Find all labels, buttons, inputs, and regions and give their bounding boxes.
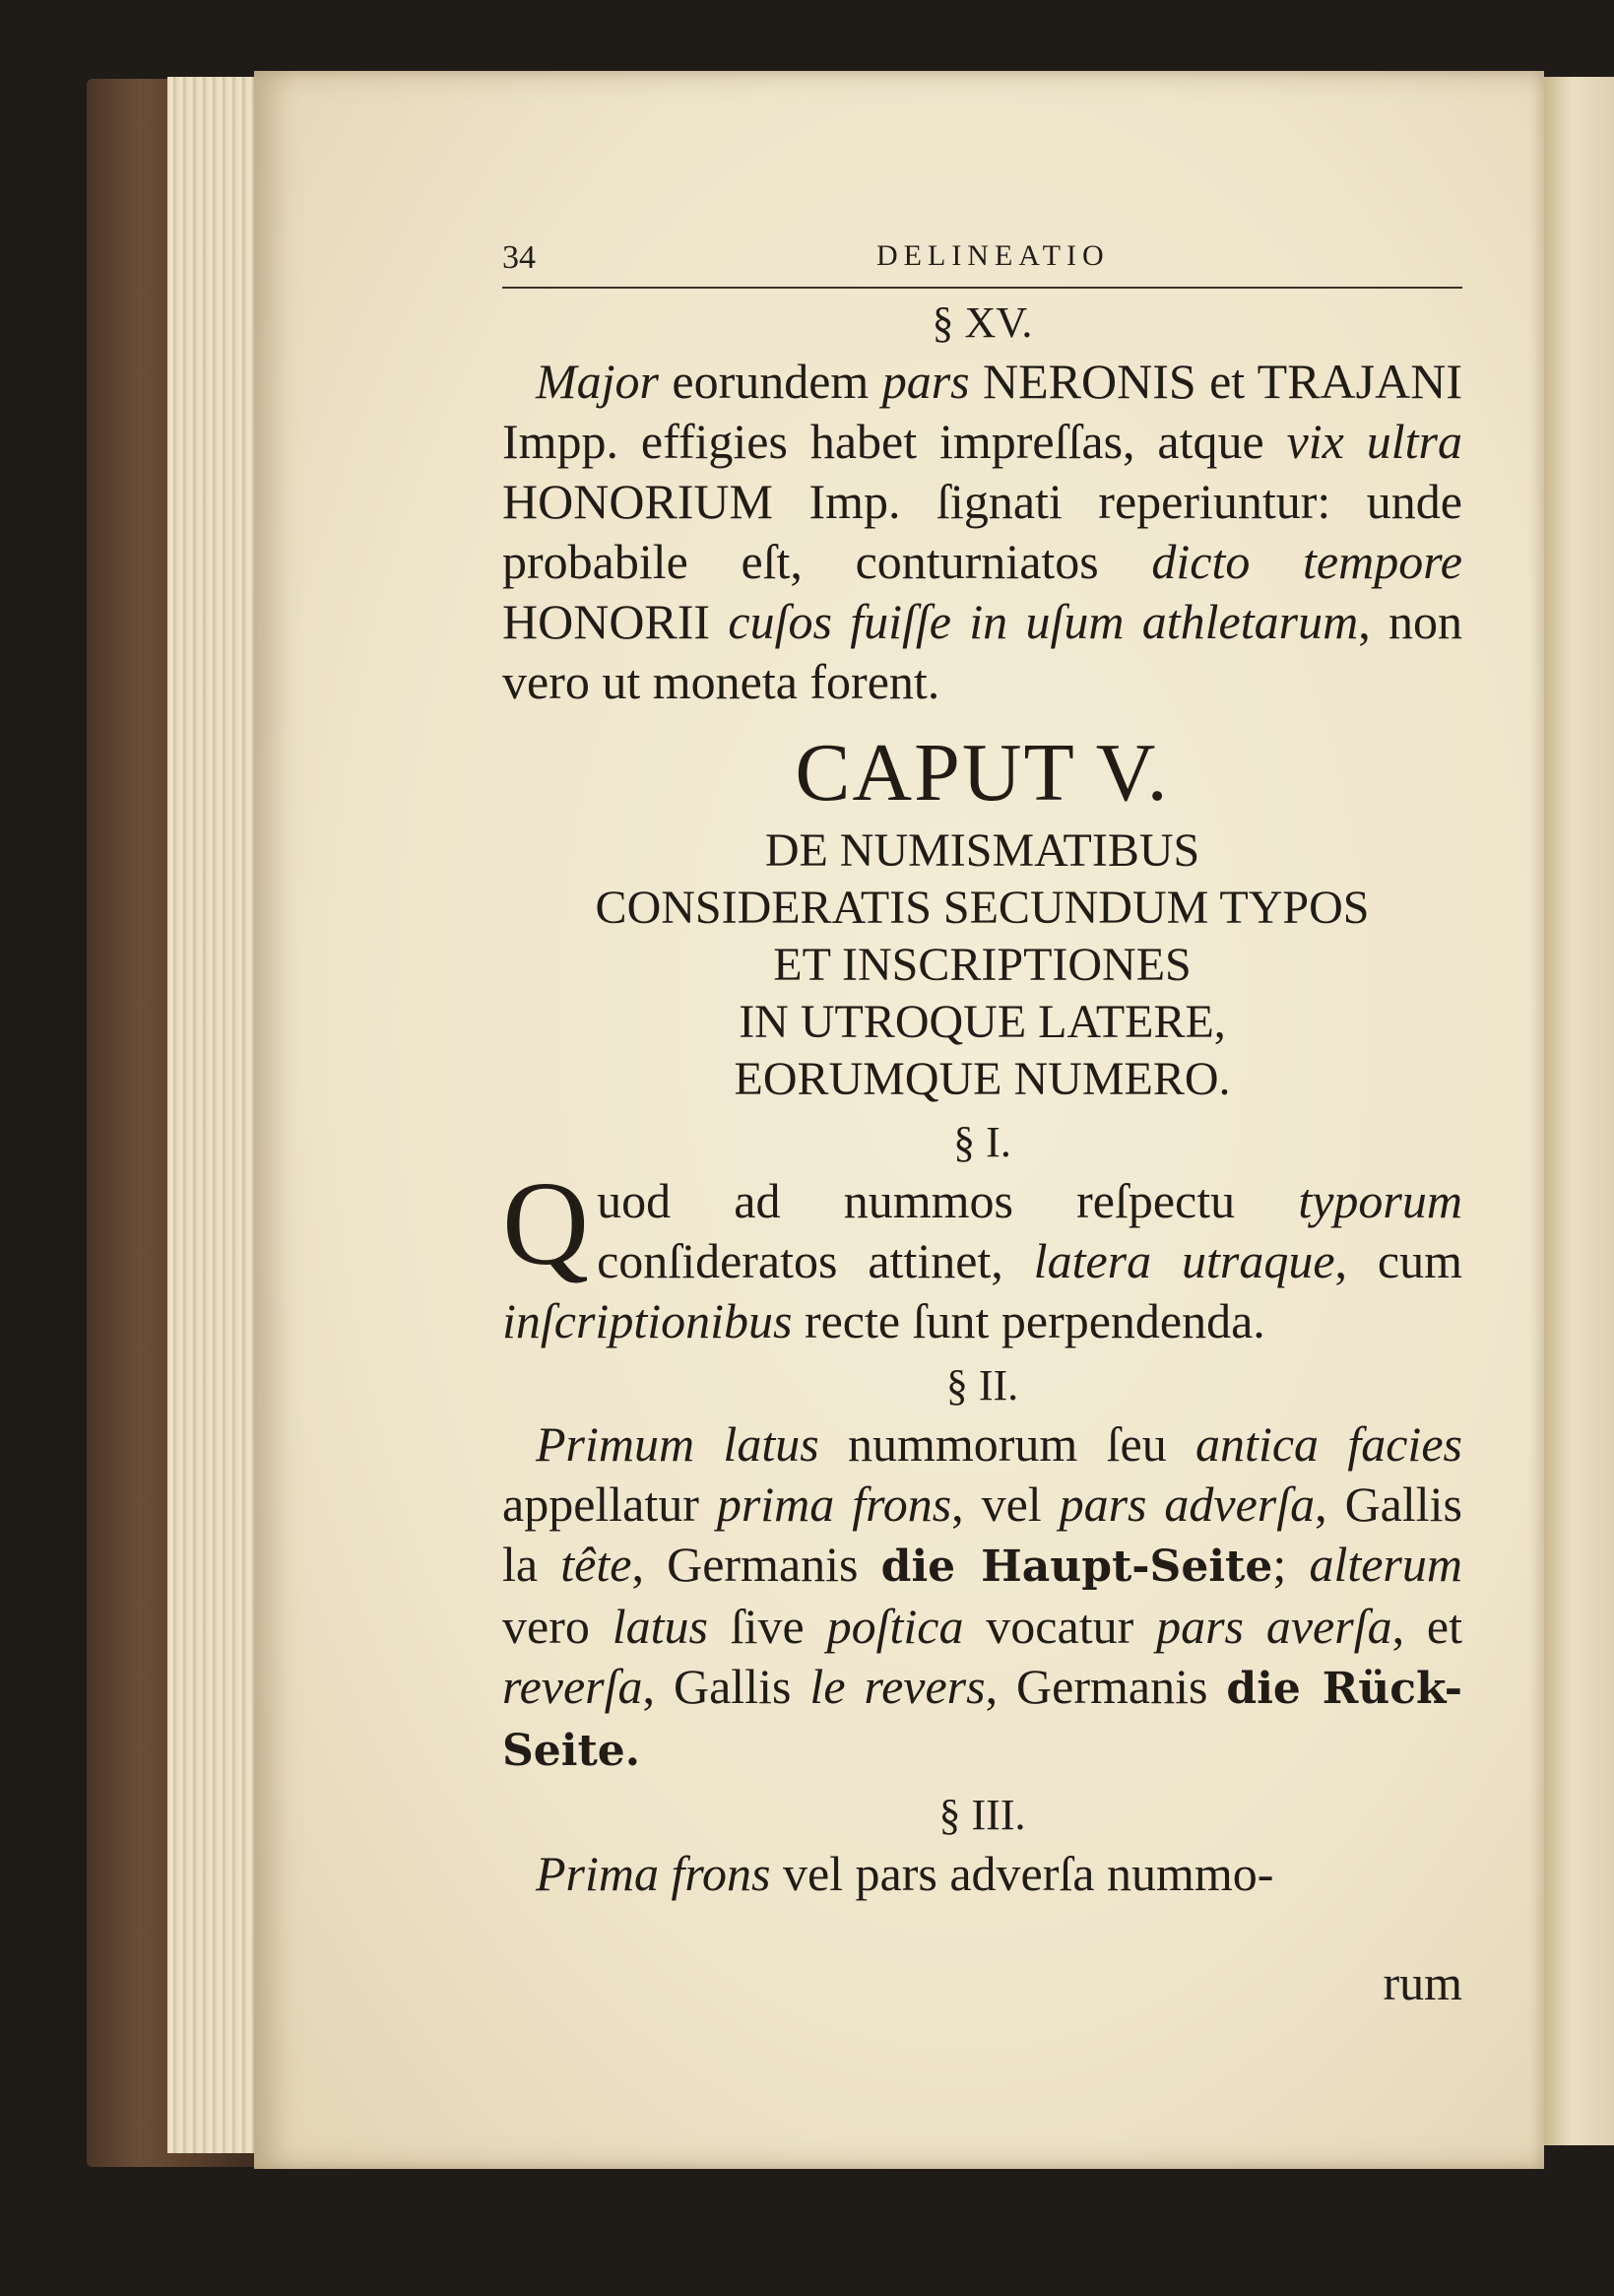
text-run: alterum — [1309, 1537, 1462, 1592]
chapter-subtitle-line: DE NUMISMATIBUS — [764, 824, 1200, 877]
text-run: vero — [502, 1599, 613, 1654]
drop-cap: Q — [502, 1157, 590, 1290]
running-title: DELINEATIO — [876, 239, 1110, 272]
blackletter-run: die Haupt-Seite — [880, 1542, 1273, 1592]
text-run: Major — [536, 354, 659, 409]
chapter-title: CAPUT V. — [795, 727, 1170, 819]
text-run: nummorum ſeu — [818, 1416, 1196, 1472]
text-run: inſcriptionibus — [502, 1293, 793, 1348]
text-run: Prima frons — [536, 1846, 771, 1901]
text-run: latera utraque — [1033, 1233, 1335, 1288]
section-heading-ii: § II. — [945, 1361, 1019, 1410]
page-content — [502, 222, 1462, 2063]
section-i-text — [502, 1157, 1462, 1351]
text-run: pars averſa — [1156, 1599, 1392, 1654]
text-run: , Germanis — [631, 1537, 881, 1592]
chapter-subtitle-line: EORUMQUE NUMERO. — [734, 1053, 1231, 1105]
text-run: , Gallis — [642, 1659, 810, 1714]
blackletter-run: die Rück-Seite. — [502, 1664, 1463, 1776]
chapter-subtitle-line: IN UTROQUE LATERE, — [739, 996, 1226, 1048]
text-run: Primum latus — [536, 1416, 819, 1472]
text-run: , vel — [951, 1476, 1060, 1532]
text-run: HONORII — [502, 594, 729, 649]
text-run: tête — [560, 1537, 632, 1592]
text-run: , Germanis — [985, 1659, 1227, 1714]
text-run: cuſos fuiſſe in uſum athletarum — [728, 594, 1359, 649]
page-edges — [167, 77, 261, 2153]
text-run: antica facies — [1195, 1416, 1462, 1472]
section-iii-text — [502, 1844, 1462, 1904]
text-run: vel pars adverſa nummo- — [770, 1846, 1274, 1901]
chapter-subtitle-line: ET INSCRIPTIONES — [773, 939, 1192, 991]
text-run: pars — [881, 354, 970, 409]
section-heading-iii: § III. — [938, 1791, 1026, 1839]
page-number: 34 — [502, 239, 536, 276]
text-run: eorundem — [659, 354, 882, 409]
text-run: ſive — [707, 1599, 827, 1654]
text-run: pars adverſa — [1059, 1476, 1316, 1532]
text-run: typorum — [1298, 1173, 1462, 1228]
text-run: recte ſunt perpendenda. — [792, 1293, 1265, 1348]
chapter-subtitle-line: CONSIDERATIS SECUNDUM TYPOS — [595, 882, 1370, 934]
text-run: NERONIS et TRAJANI Impp. effigies habet impreſſas, atque — [502, 354, 1462, 469]
section-heading-i: § I. — [953, 1118, 1011, 1166]
text-run: , Gallis la — [502, 1476, 1463, 1592]
catchword: rum — [1383, 1955, 1462, 2010]
text-run: HONORIUM Imp. ſignati reperiuntur: unde probabile eſt, conturniatos — [502, 474, 1462, 589]
text-run: uod ad nummos reſpectu — [597, 1173, 1299, 1228]
text-run: ; — [1272, 1537, 1310, 1592]
text-run: , et — [1391, 1599, 1462, 1654]
text-run: appellatur — [502, 1476, 717, 1532]
section-xv-text — [502, 352, 1462, 712]
text-run: latus — [612, 1599, 708, 1654]
section-ii-text — [502, 1414, 1462, 1781]
text-run: prima frons — [716, 1476, 952, 1532]
text-run: , non vero ut moneta forent. — [502, 594, 1462, 709]
text-run: poſtica — [826, 1599, 964, 1654]
text-run: vocatur — [963, 1599, 1157, 1654]
text-run: le revers — [809, 1659, 986, 1714]
section-heading-xv: § XV. — [932, 298, 1033, 347]
text-run: vix ultra — [1286, 414, 1462, 469]
text-run: dicto tempore — [1151, 534, 1462, 589]
text-run: reverſa — [502, 1659, 643, 1714]
facing-page-edge — [1544, 77, 1614, 2145]
text-run: , cum — [1334, 1233, 1462, 1288]
running-head — [502, 222, 1462, 289]
text-run: conſideratos attinet, — [597, 1233, 1034, 1288]
